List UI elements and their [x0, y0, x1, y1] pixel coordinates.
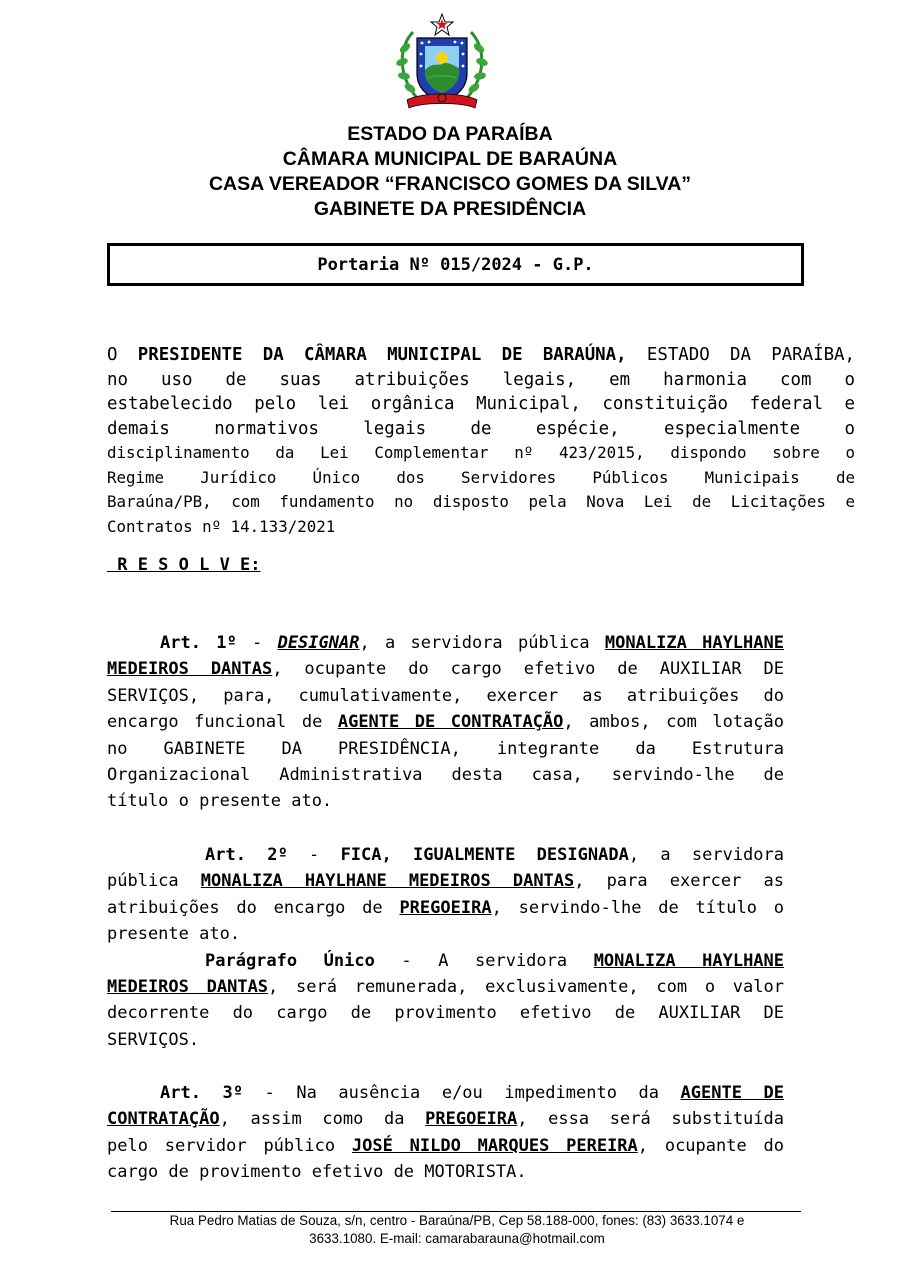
portaria-title: Portaria Nº 015/2024 - G.P. — [317, 254, 594, 275]
resolve-heading: R E S O L V E: — [107, 555, 261, 575]
preamble-line: Regime Jurídico Único dos Servidores Públicos Municipais de — [107, 467, 855, 487]
preamble-line: O PRESIDENTE DA CÂMARA MUNICIPAL DE BARAÚNA, ESTADO DA PARAÍBA, — [107, 345, 855, 365]
article-line: título o presente ato. — [107, 791, 333, 812]
article-1 — [107, 630, 784, 815]
article-line: pelo servidor público JOSÉ NILDO MARQUES PEREIRA, ocupante do — [107, 1135, 784, 1156]
article-line: atribuições do encargo de PREGOEIRA, servindo-lhe de título o — [107, 897, 784, 918]
header-state: ESTADO DA PARAÍBA — [347, 123, 553, 145]
header-office: GABINETE DA PRESIDÊNCIA — [313, 198, 587, 220]
article-2 — [107, 842, 784, 1053]
preamble-line: Contratos nº 14.133/2021 — [107, 516, 336, 536]
article-line: SERVIÇOS, para, cumulativamente, exercer as atribuições do — [107, 685, 784, 706]
header-chamber: CÂMARA MUNICIPAL DE BARAÚNA — [282, 148, 618, 170]
preamble-line: estabelecido pelo lei orgânica Municipal, constituição federal e — [107, 394, 855, 414]
article-line: no GABINETE DA PRESIDÊNCIA, integrante da Estrutura — [107, 738, 784, 759]
paragraph-line: decorrente do cargo de provimento efetivo de AUXILIAR DE — [107, 1003, 784, 1024]
paragraph-line: SERVIÇOS. — [107, 1029, 200, 1050]
preamble-paragraph — [107, 343, 855, 539]
preamble-line: disciplinamento da Lei Complementar nº 423/2015, dispondo sobre o — [107, 443, 855, 462]
header-house: CASA VEREADOR “FRANCISCO GOMES DA SILVA” — [208, 173, 692, 195]
article-line: Organizacional Administrativa desta casa, servindo-lhe de — [107, 764, 784, 785]
article-3 — [107, 1080, 784, 1186]
page-footer — [100, 1212, 814, 1248]
article-line: CONTRATAÇÃO, assim como da PREGOEIRA, essa será substituída — [107, 1109, 785, 1130]
article-line: cargo de provimento efetivo de MOTORISTA. — [107, 1162, 527, 1183]
preamble-line: demais normativos legais de espécie, especialmente o — [107, 418, 855, 439]
article-line: presente ato. — [107, 924, 241, 945]
article-line: Art. 1º - DESIGNAR, a servidora pública MONALIZA HAYLHANE — [160, 633, 784, 653]
preamble-line: Baraúna/PB, com fundamento no disposto pela Nova Lei de Licitações e — [107, 492, 855, 511]
article-line: pública MONALIZA HAYLHANE MEDEIROS DANTAS, para exercer as — [107, 871, 784, 892]
article-line: MEDEIROS DANTAS, ocupante do cargo efetivo de AUXILIAR DE — [107, 659, 784, 680]
article-line: encargo funcional de AGENTE DE CONTRATAÇÃO, ambos, com lotação — [107, 712, 784, 733]
footer-address: Rua Pedro Matias de Souza, s/n, centro - Baraúna/PB, Cep 58.188-000, fones: (83) 3633.1074 e — [169, 1213, 745, 1228]
document-header — [0, 122, 900, 222]
coat-of-arms-emblem — [391, 12, 493, 114]
article-line: Art. 2º - FICA, IGUALMENTE DESIGNADA, a servidora — [205, 845, 784, 865]
preamble-line: no uso de suas atribuições legais, em harmonia com o — [107, 369, 855, 390]
footer-contact: 3633.1080. E-mail: camarabarauna@hotmail.com — [309, 1231, 605, 1246]
paragraph-line: MEDEIROS DANTAS, será remunerada, exclusivamente, com o valor — [107, 976, 784, 997]
article-line: Art. 3º - Na ausência e/ou impedimento da AGENTE DE — [160, 1083, 784, 1103]
paragraph-line: Parágrafo Único - A servidora MONALIZA HAYLHANE — [205, 950, 785, 971]
portaria-title-box — [107, 243, 804, 286]
